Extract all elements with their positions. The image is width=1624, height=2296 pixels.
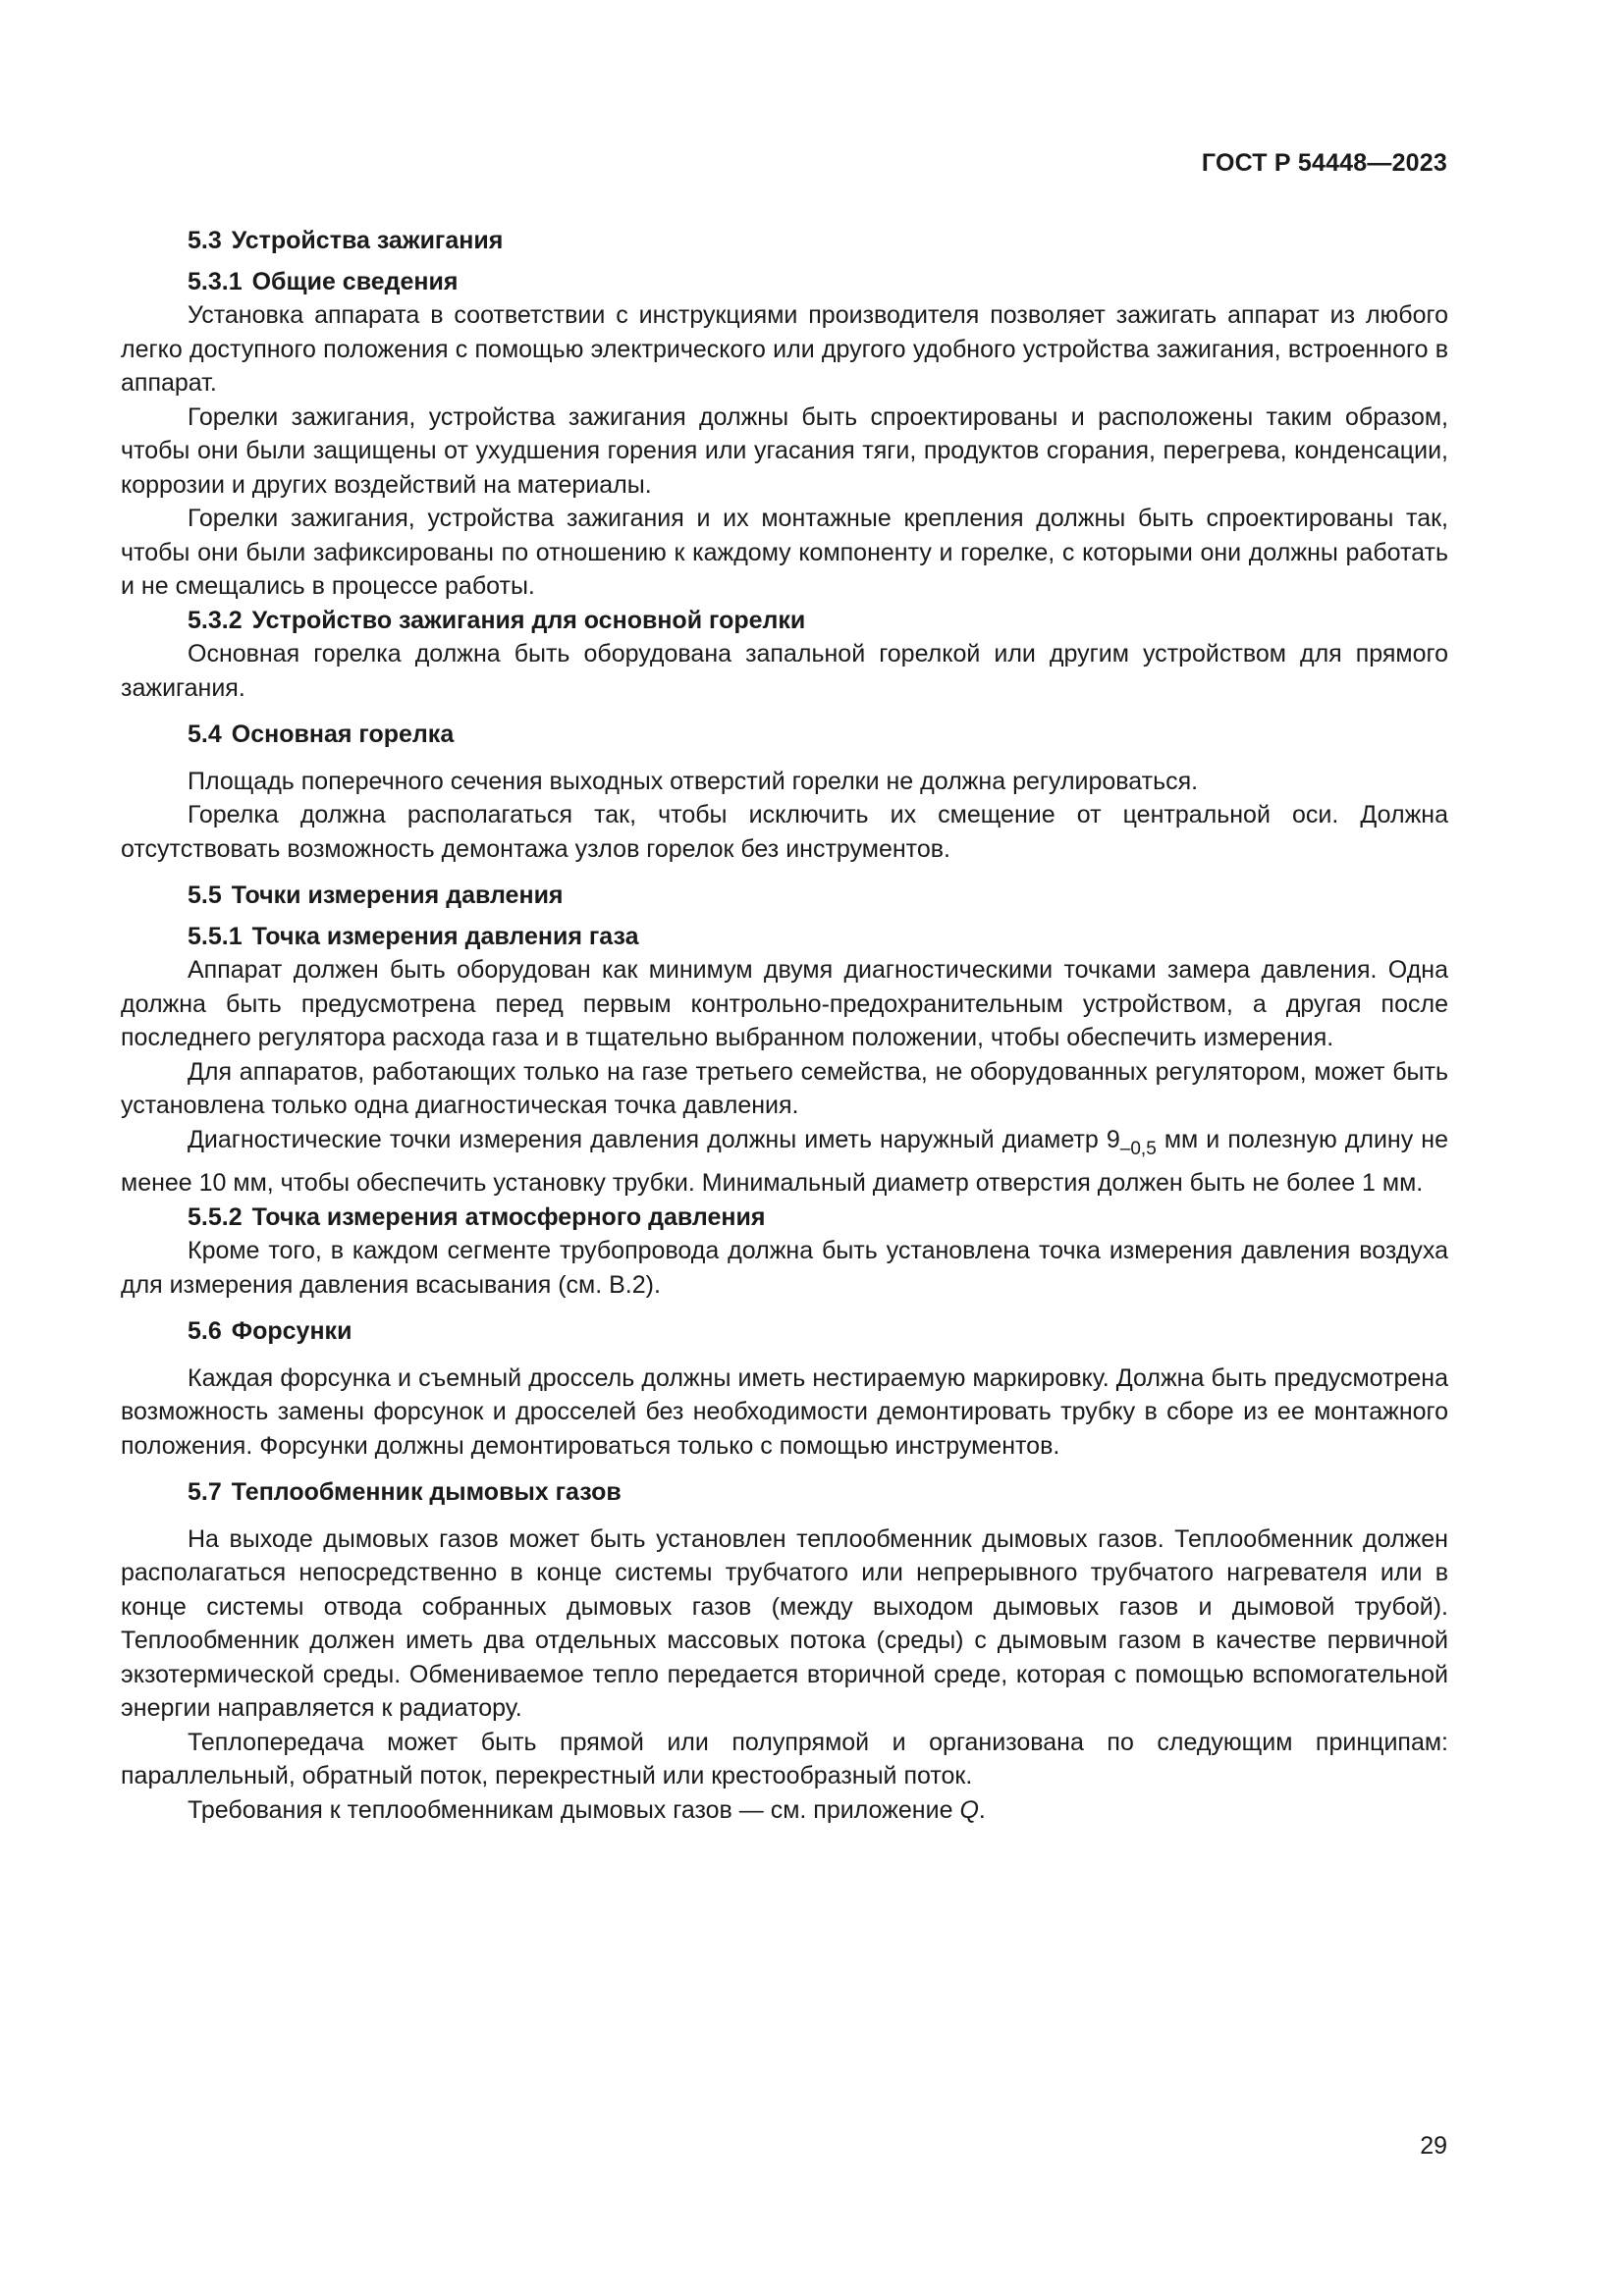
paragraph: Требования к теплообменникам дымовых газов — см. приложение Q. (188, 1795, 986, 1824)
document-body (121, 224, 1448, 1827)
paragraph: Диагностические точки измерения давления должны иметь наружный диаметр $9_{-0,5}$ мм и полезную длину не менее 10 мм, чтобы обеспечить установку трубки. Минимальный диаметр отверстия должен быть не более 1 мм. (121, 1125, 1449, 1197)
paragraph: Горелка должна располагаться так, чтобы исключить их смещение от центральной оси. Должна отсутствовать возможность демонтажа узлов горелок без инструментов. (121, 801, 1448, 863)
paragraph: Горелки зажигания, устройства зажигания должны быть спроектированы и расположены таким образом, чтобы они были защищены от ухудшения горения или угасания тяги, продуктов сгорания, перегрева, конденсации, коррозии и других воздействий на материалы. (121, 402, 1448, 499)
subsection-heading-5-3-1: 5.3.1 Общие сведения (188, 267, 459, 295)
paragraph: Для аппаратов, работающих только на газе третьего семейства, не оборудованных регулятором, может быть установлена только одна диагностическая точка давления. (121, 1057, 1448, 1119)
subsection-heading-5-3-2: 5.3.2 Устройство зажигания для основной горелки (188, 606, 806, 634)
paragraph: Горелки зажигания, устройства зажигания и их монтажные крепления должны быть спроектированы так, чтобы они были зафиксированы по отношению к каждому компоненту и горелке, с которыми они должны работать и не смещались в процессе работы. (121, 505, 1448, 600)
paragraph: Установка аппарата в соответствии с инструкциями производителя позволяет зажигать аппарат из любого легко доступного положения с помощью электрического или другого удобного устройства зажигания, встроенного в аппарат. (121, 301, 1448, 397)
paragraph: Основная горелка должна быть оборудована запальной горелкой или другим устройством для прямого зажигания. (121, 640, 1448, 702)
document-code: ГОСТ Р 54448—2023 (1201, 149, 1447, 177)
section-heading-5-5: 5.5 Точки измерения давления (188, 881, 564, 909)
paragraph: На выходе дымовых газов может быть установлен теплообменник дымовых газов. Теплообменник должен располагаться непосредственно в конце системы трубчатого или непрерывного трубчатого нагревателя или в конце системы отвода собранных дымовых газов (между выходом дымовых газов и дымовой трубой). Теплообменник должен иметь два отдельных массовых потока (среды) с дымовым газом в качестве первичной экзотермической среды. Обмениваемое тепло передается вторичной среде, которая с помощью вспомогательной энергии направляется к радиатору. (121, 1524, 1448, 1722)
tolerance-subscript: –0,5 (1119, 1138, 1157, 1159)
paragraph: Аппарат должен быть оборудован как минимум двумя диагностическими точками замера давления. Одна должна быть предусмотрена перед первым контрольно-предохранительным устройством, а другая после последнего регулятора расхода газа и в тщательно выбранном положении, чтобы обеспечить измерения. (121, 956, 1448, 1051)
subsection-heading-5-5-1: 5.5.1 Точка измерения давления газа (188, 922, 639, 950)
paragraph: Теплопередача может быть прямой или полупрямой и организована по следующим принципам: параллельный, обратный поток, перекрестный или крестообразный поток. (121, 1728, 1448, 1789)
section-heading-5-6: 5.6 Форсунки (188, 1317, 352, 1345)
paragraph: Площадь поперечного сечения выходных отверстий горелки не должна регулироваться. (188, 767, 1199, 795)
paragraph: Кроме того, в каждом сегменте трубопровода должна быть установлена точка измерения давления воздуха для измерения давления всасывания (см. В.2). (121, 1237, 1448, 1299)
section-heading-5-7: 5.7 Теплообменник дымовых газов (188, 1478, 622, 1506)
section-heading-5-4: 5.4 Основная горелка (188, 721, 455, 748)
section-heading-5-3: 5.3 Устройства зажигания (188, 227, 504, 254)
page-number: 29 (1420, 2132, 1447, 2160)
subsection-heading-5-5-2: 5.5.2 Точка измерения атмосферного давления (188, 1202, 766, 1231)
annex-reference: Q (959, 1795, 979, 1824)
paragraph: Каждая форсунка и съемный дроссель должны иметь нестираемую маркировку. Должна быть предусмотрена возможность замены форсунок и дросселей без необходимости демонтировать трубку в сборе из ее монтажного положения. Форсунки должны демонтироваться только с помощью инструментов. (121, 1363, 1448, 1460)
